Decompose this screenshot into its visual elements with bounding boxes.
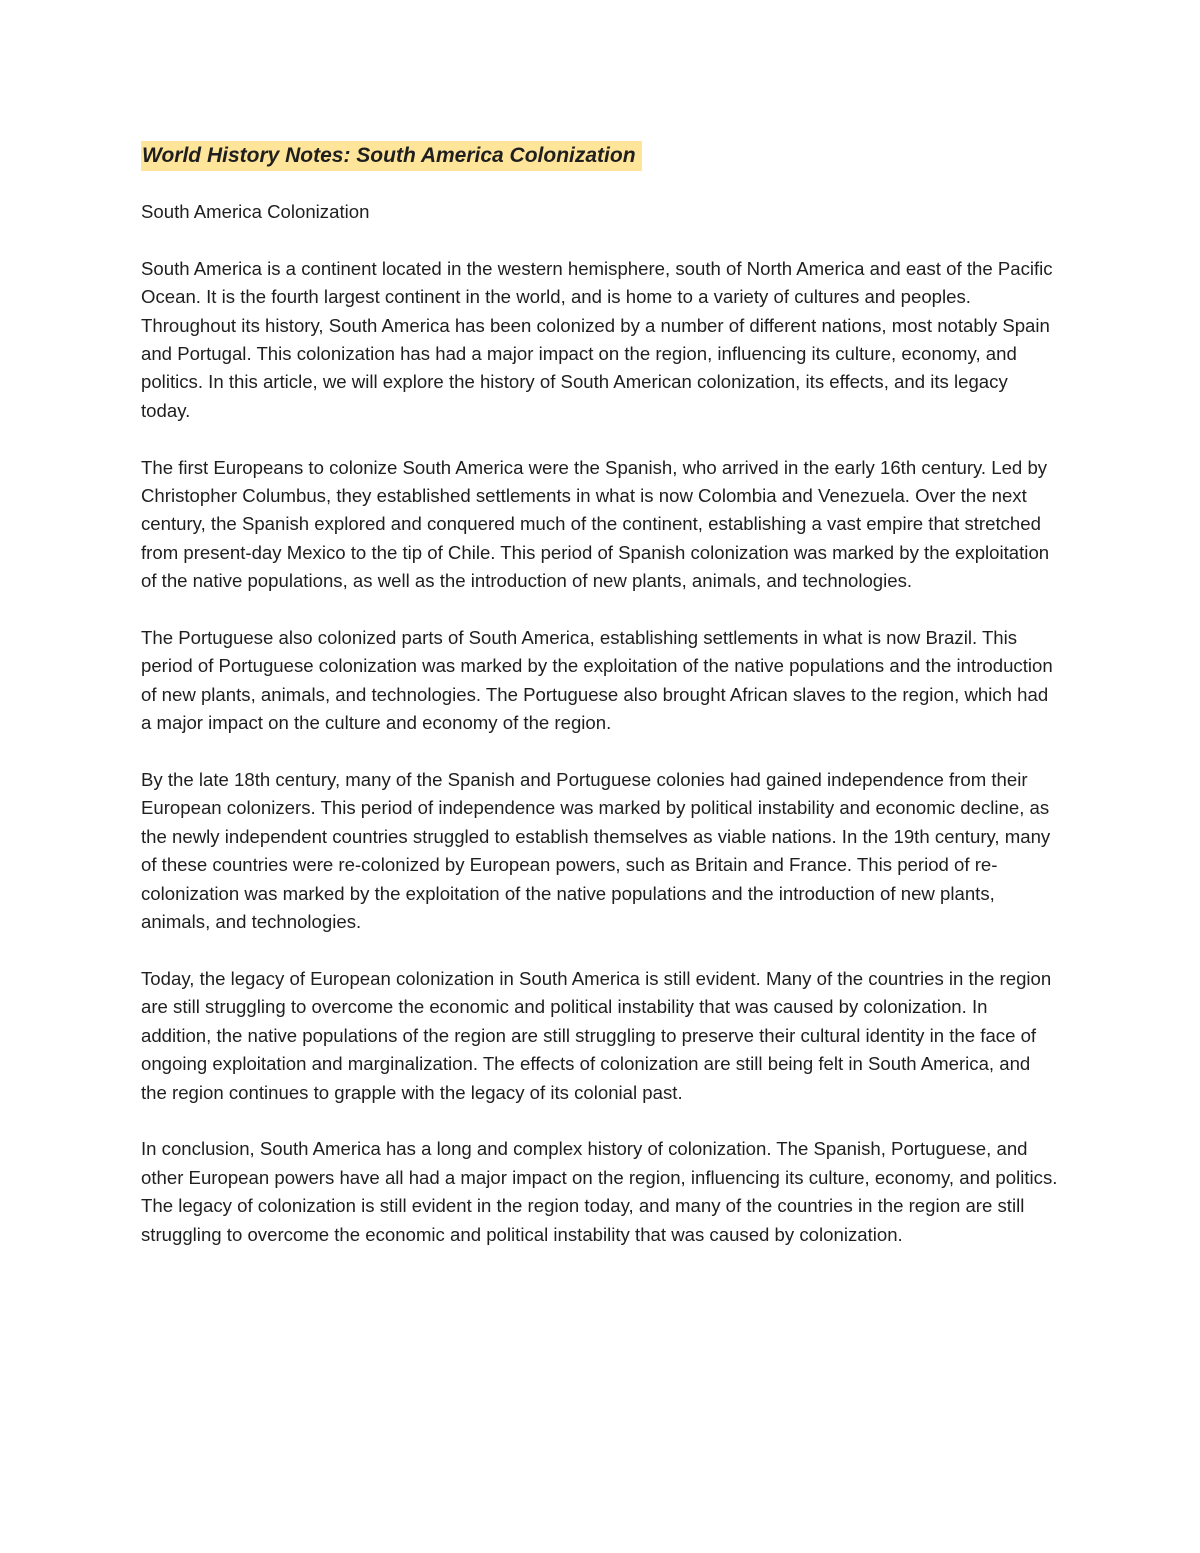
paragraph-intro: South America is a continent located in the western hemisphere, south of North America and east of the Pacific Ocean. It is the fourth largest continent in the world, and is home to a variety of cultures and peoples. Throughout its history, South America has been colonized by a number of different nations, most notably Spain and Portugal. This colonization has had a major impact on the region, influencing its culture, economy, and politics. In this article, we will explore the history of South American colonization, its effects, and its legacy today. bbox=[141, 257, 1053, 421]
paragraph-portuguese: The Portuguese also colonized parts of South America, establishing settlements in what is now Brazil. This period of Portuguese colonization was marked by the exploitation of the native populations and the introduction of new plants, animals, and technologies. The Portuguese also brought African slaves to the region, which had a major impact on the culture and economy of the region. bbox=[141, 627, 1053, 734]
paragraph-independence: By the late 18th century, many of the Spanish and Portuguese colonies had gained independence from their European colonizers. This period of independence was marked by political instability and economic decline, as the newly independent countries struggled to establish themselves as viable nations. In the 19th century, many of these countries were re-colonized by European powers, such as Britain and France. This period of re-colonization was marked by the exploitation of the native populations and the introduction of new plants, animals, and technologies. bbox=[141, 769, 1051, 933]
title-line bbox=[141, 141, 1059, 173]
paragraph-conclusion: In conclusion, South America has a long and complex history of colonization. The Spanish, Portuguese, and other European powers have all had a major impact on the region, influencing its culture, economy, and politics. The legacy of colonization is still evident in the region today, and many of the countries in the region are still struggling to overcome the economic and political instability that was caused by colonization. bbox=[141, 1138, 1058, 1245]
paragraph-legacy: Today, the legacy of European colonization in South America is still evident. Many of the countries in the region are still struggling to overcome the economic and political instability that was caused by colonization. In addition, the native populations of the region are still struggling to preserve their cultural identity in the face of ongoing exploitation and marginalization. The effects of colonization are still being felt in South America, and the region continues to grapple with the legacy of its colonial past. bbox=[141, 967, 1052, 1103]
document-title: World History Notes: South America Colonization bbox=[141, 141, 642, 171]
document-subtitle: South America Colonization bbox=[141, 201, 370, 222]
paragraph-spanish: The first Europeans to colonize South America were the Spanish, who arrived in the early 16th century. Led by Christopher Columbus, they established settlements in what is now Colombia and Venezuela. Over the next century, the Spanish explored and conquered much of the continent, establishing a vast empire that stretched from present-day Mexico to the tip of Chile. This period of Spanish colonization was marked by the exploitation of the native populations, as well as the introduction of new plants, animals, and technologies. bbox=[141, 456, 1050, 592]
document-page bbox=[141, 141, 1059, 1249]
